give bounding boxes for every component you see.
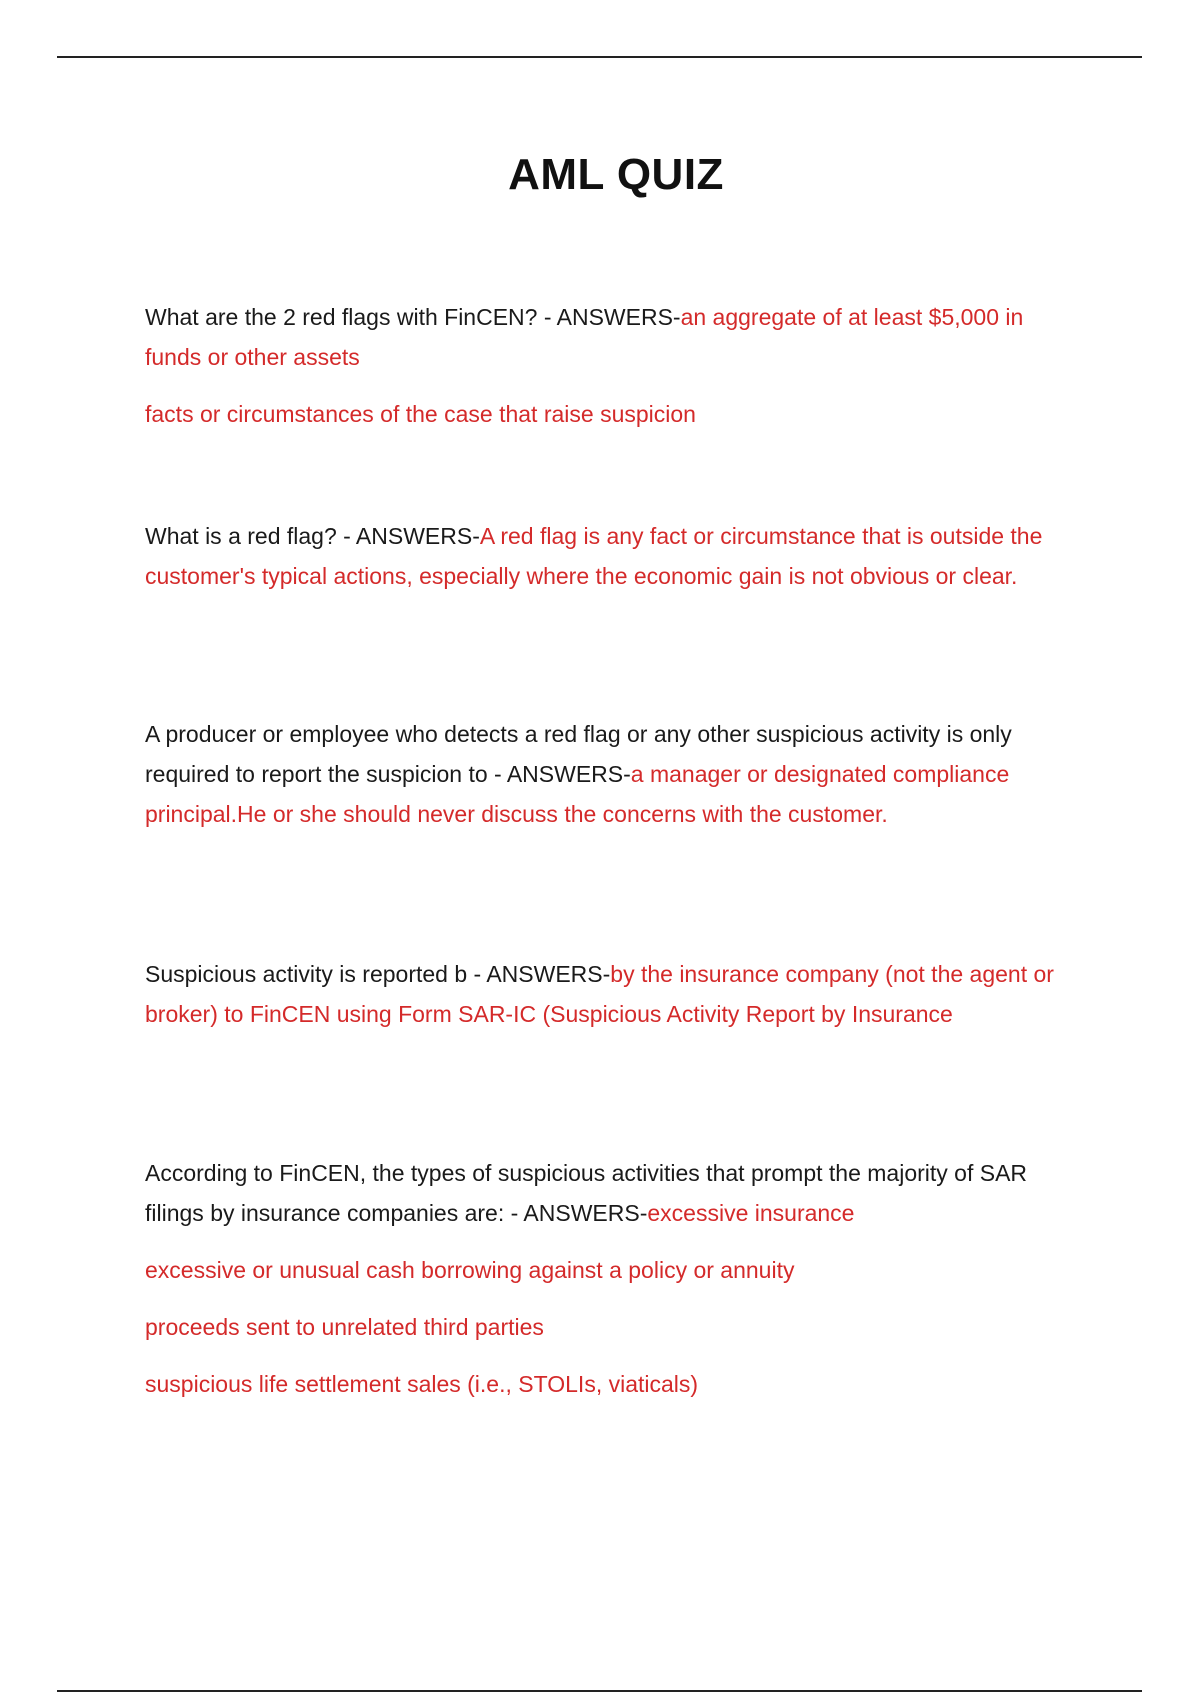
answers-separator: - ANSWERS- (487, 761, 631, 787)
answer-extra-line: suspicious life settlement sales (i.e., STOLIs, viaticals) (145, 1371, 699, 1397)
question-text: A producer or employee who detects a red flag or any other suspicious activity is only required to report the suspicion to (145, 721, 1012, 787)
answer-extra-line: excessive or unusual cash borrowing against a policy or annuity (145, 1257, 795, 1283)
qa-item (145, 297, 1085, 434)
answer-text: a manager or designated compliance principal.He or she should never discuss the concerns with the customer. (145, 761, 1010, 827)
qa-question-line (145, 714, 1085, 834)
qa-item (145, 954, 1085, 1034)
answer-extra-line: facts or circumstances of the case that raise suspicion (145, 401, 696, 427)
answers-separator: - ANSWERS- (504, 1200, 648, 1226)
question-text: According to FinCEN, the types of suspicious activities that prompt the majority of SAR filings by insurance companies are: (145, 1160, 1028, 1226)
qa-item (145, 516, 1085, 596)
qa-question-line (145, 1153, 1085, 1233)
header-rule (57, 56, 1142, 58)
answers-separator: - ANSWERS- (537, 304, 681, 330)
footer-rule (57, 1690, 1142, 1692)
qa-question-line (145, 297, 1085, 377)
qa-item (145, 714, 1085, 834)
qa-item (145, 1153, 1085, 1404)
answer-text: by the insurance company (not the agent or broker) to FinCEN using Form SAR-IC (Suspicious Activity Report by Insurance (145, 961, 1054, 1027)
answer-text: excessive insurance (647, 1200, 855, 1226)
answer-text: A red flag is any fact or circumstance that is outside the customer's typical actions, especially where the economic gain is not obvious or clear. (145, 523, 1043, 589)
page-title: AML QUIZ (508, 150, 724, 199)
answer-text: an aggregate of at least $5,000 in funds or other assets (145, 304, 1024, 370)
question-text: Suspicious activity is reported b (145, 961, 468, 987)
qa-question-line (145, 516, 1085, 596)
question-text: What are the 2 red flags with FinCEN? (145, 304, 538, 330)
question-text: What is a red flag? (145, 523, 337, 549)
answer-extra-line: proceeds sent to unrelated third parties (145, 1314, 544, 1340)
qa-question-line (145, 954, 1085, 1034)
answers-separator: - ANSWERS- (336, 523, 480, 549)
answers-separator: - ANSWERS- (467, 961, 611, 987)
